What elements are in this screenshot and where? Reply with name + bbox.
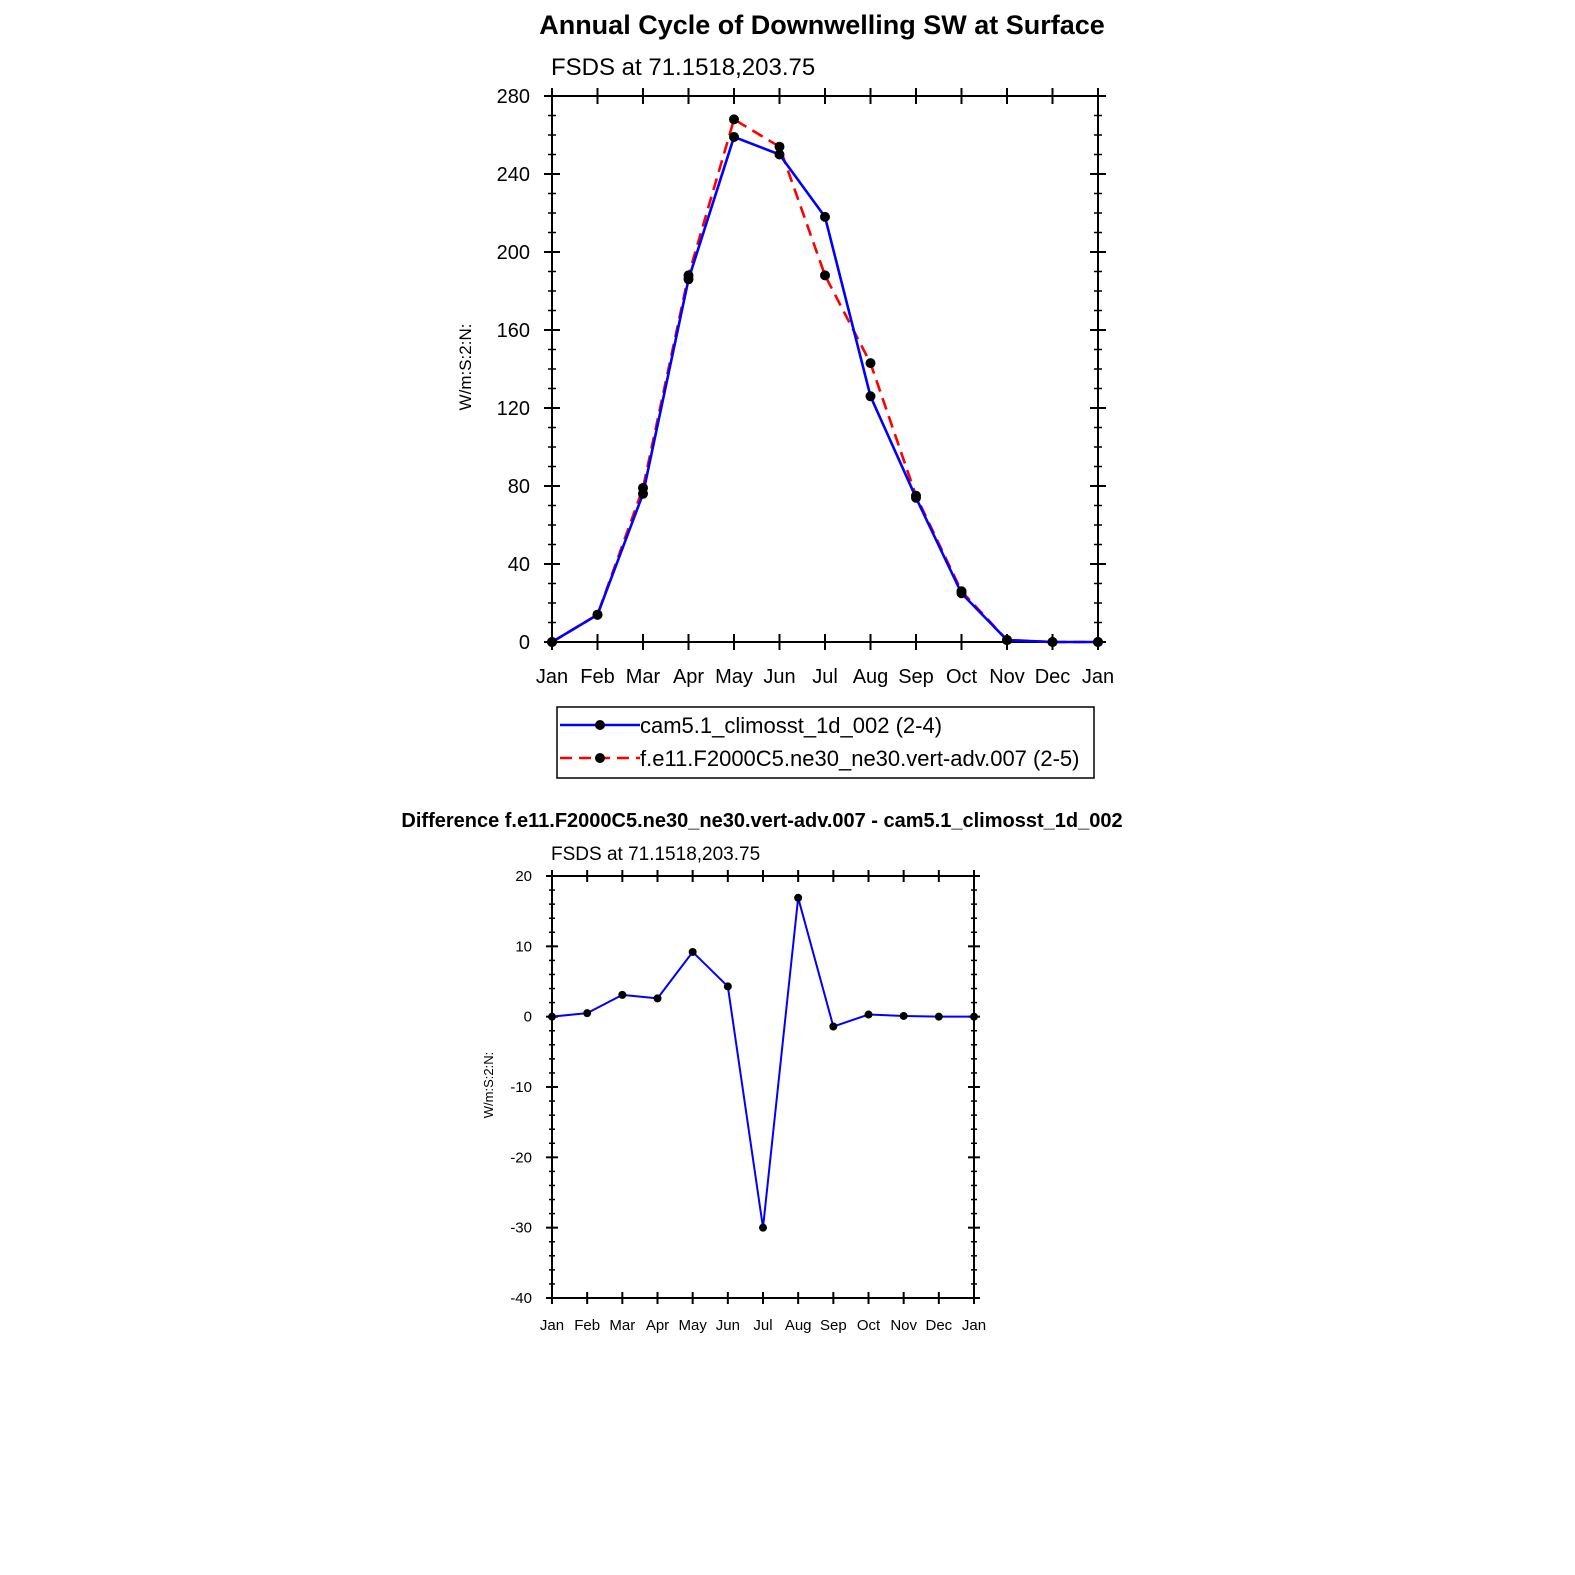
chart-2-series-0-point (724, 982, 732, 990)
chart-2-series-0-point (759, 1224, 767, 1232)
chart-1-series-1-point (775, 142, 785, 152)
chart-2-ytick-label: -20 (510, 1149, 532, 1167)
chart-1-series-1-point (820, 270, 830, 280)
chart-1-ytick-label: 160 (496, 320, 530, 342)
chart-1-xtick-label: Mar (625, 666, 661, 688)
chart-2-series-0-line (552, 898, 974, 1228)
chart-1-ytick-label: 240 (496, 164, 530, 186)
chart-1-ytick-label: 280 (496, 86, 530, 108)
chart-2-xtick-label: Jun (715, 1317, 740, 1334)
chart-1-ylabel: W/m:S:2:N: (456, 323, 475, 411)
chart-1-ytick-label: 80 (507, 476, 530, 498)
chart-2-xtick-label: Apr (645, 1317, 670, 1334)
chart-1-series-1-point (1002, 635, 1012, 645)
chart-1-ytick-label: 200 (496, 242, 530, 264)
chart-1-xtick-label: Aug (852, 666, 889, 688)
chart-1-series-1-point (1048, 637, 1058, 647)
chart-2-ylabel: W/m:S:2:N: (481, 1051, 496, 1119)
chart-2-title: Difference f.e11.F2000C5.ne30_ne30.vert-adv.007 - cam5.1_climosst_1d_002 (401, 810, 1123, 832)
chart-1-xtick-label: Dec (1034, 666, 1071, 688)
chart-2-plot-frame (552, 876, 974, 1298)
chart-1-series-1-point (638, 483, 648, 493)
chart-1-series-1-point (957, 586, 967, 596)
chart-1-xtick-label: Jul (812, 666, 838, 688)
chart-1-xtick-label: Apr (672, 666, 705, 688)
chart-2-xtick-label: Jan (961, 1317, 987, 1334)
chart-1-xtick-label: Feb (580, 666, 615, 688)
legend-entry-solid (560, 720, 640, 730)
legend-label-dashed: f.e11.F2000C5.ne30_ne30.vert-adv.007 (2-5) (640, 746, 1080, 771)
chart-2-series-0-point (689, 948, 697, 956)
chart-2-xtick-label: Aug (784, 1317, 812, 1334)
chart-2-xtick-label: Mar (609, 1317, 636, 1334)
chart-2-ytick-label: 10 (515, 938, 532, 956)
chart-1-series-1-point (1093, 637, 1103, 647)
chart-1-series-0-point (729, 132, 739, 142)
chart-2-ytick-label: -40 (510, 1290, 532, 1307)
chart-2-series-0-point (865, 1011, 873, 1019)
chart-1-series-1-line (552, 119, 1098, 642)
chart-2-xtick-label: Oct (856, 1317, 881, 1334)
chart-2-series-0-point (794, 894, 802, 902)
chart-1-series-0-point (866, 391, 876, 401)
chart-1-ytick-label: 40 (507, 554, 530, 576)
chart-1-series-1-point (684, 270, 694, 280)
legend-marker-sample (595, 753, 605, 763)
chart-1-series-1-point (593, 610, 603, 620)
chart-2-subtitle: FSDS at 71.1518,203.75 (551, 844, 761, 865)
chart-2-xtick-label: May (678, 1317, 707, 1334)
chart-2-xtick-label: Jan (539, 1317, 565, 1334)
chart-2-series-0-point (583, 1009, 591, 1017)
chart-2-xtick-label: Jul (753, 1317, 773, 1334)
chart-1-xtick-label: Nov (989, 666, 1025, 688)
chart-1-series-1-point (729, 114, 739, 124)
chart-1-title: Annual Cycle of Downwelling SW at Surface (539, 10, 1105, 40)
chart-1-xtick-label: Jun (763, 666, 796, 688)
chart-1-xtick-label: Sep (898, 666, 934, 688)
chart-2-xtick-label: Sep (819, 1317, 847, 1334)
chart-2-xtick-label: Feb (574, 1317, 601, 1334)
chart-2-plot (510, 868, 986, 1334)
chart-2-series-0-point (900, 1012, 908, 1020)
legend-label-solid: cam5.1_climosst_1d_002 (2-4) (640, 713, 943, 738)
chart-2-ytick-label: 20 (515, 868, 532, 885)
chart-2-xtick-label: Dec (925, 1317, 953, 1334)
chart-1-ytick-label: 120 (496, 398, 530, 420)
chart-2-ytick-label: 0 (523, 1008, 532, 1026)
chart-1-xtick-label: Oct (945, 666, 978, 688)
chart-2-series-0-point (829, 1023, 837, 1031)
chart-2-series-0-point (935, 1013, 943, 1021)
chart-2-xtick-label: Nov (890, 1317, 918, 1334)
chart-2-ytick-label: -30 (510, 1219, 532, 1237)
chart-2-series-0-point (654, 994, 662, 1002)
chart-2-series-0-point (548, 1013, 556, 1021)
chart-1-xtick-label: Jan (1081, 666, 1115, 688)
chart-1-ytick-label: 0 (518, 632, 530, 654)
chart-1-xtick-label: Jan (535, 666, 569, 688)
chart-1-xtick-label: May (715, 666, 753, 688)
chart-1-series-1-point (866, 358, 876, 368)
chart-1-series-1-point (911, 491, 921, 501)
chart-1-subtitle: FSDS at 71.1518,203.75 (551, 54, 816, 81)
legend-marker-sample (595, 720, 605, 730)
chart-2-ytick-label: -10 (510, 1079, 532, 1096)
chart-2-series-0-point (618, 991, 626, 999)
chart-2-series-0-point (970, 1013, 978, 1021)
chart-1-series-1-point (547, 637, 557, 647)
chart-1-legend (557, 707, 1094, 778)
chart-1-series-0-point (820, 212, 830, 222)
chart-1-plot-frame (552, 96, 1098, 642)
legend-entry-dashed (560, 753, 640, 763)
chart-1-plot (497, 86, 1115, 688)
